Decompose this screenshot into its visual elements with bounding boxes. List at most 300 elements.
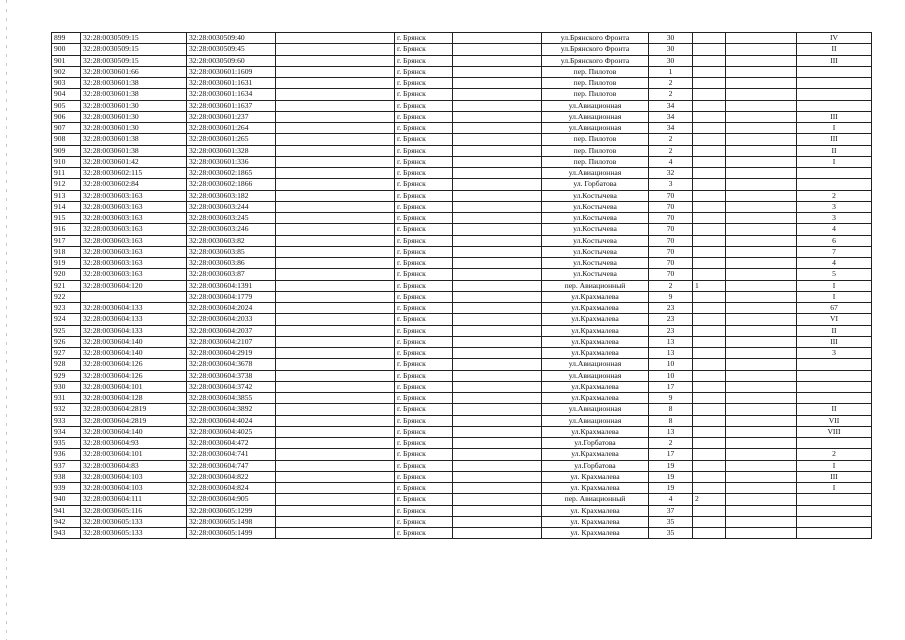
cell-building-number: 70 [649,201,693,212]
cell-street: пер. Авиационный [542,494,649,505]
cell-building-number: 8 [649,415,693,426]
cell-blank-column-a [276,426,395,437]
cell-blank-column-b [453,66,542,77]
cell-parent-cadastral-number: 32:28:0030604:128 [81,393,187,404]
cell-parent-cadastral-number: 32:28:0030601:30 [81,111,187,122]
cell-parent-cadastral-number: 32:28:0030604:140 [81,348,187,359]
cell-parent-cadastral-number: 32:28:0030604:2819 [81,415,187,426]
cell-unit-number [797,438,872,449]
table-row [52,449,872,460]
table-row [52,359,872,370]
cell-blank-column-c [726,449,797,460]
cell-street: ул.Авиационная [542,111,649,122]
cell-city: г. Брянск [395,213,453,224]
cell-blank-column-a [276,438,395,449]
cell-row-number: 942 [52,516,81,527]
cell-city: г. Брянск [395,516,453,527]
cell-street: пер. Пилотов [542,66,649,77]
cell-cadastral-number: 32:28:0030605:1499 [187,528,276,539]
cell-blank-column-a [276,235,395,246]
cell-city: г. Брянск [395,314,453,325]
cell-city: г. Брянск [395,235,453,246]
cell-unit-number [797,393,872,404]
cell-city: г. Брянск [395,348,453,359]
cell-building-number: 70 [649,224,693,235]
cell-blank-column-c [726,426,797,437]
cell-parent-cadastral-number: 32:28:0030604:133 [81,325,187,336]
cell-city: г. Брянск [395,404,453,415]
cell-blank-column-b [453,280,542,291]
cell-unit-number: III [797,471,872,482]
cell-parent-cadastral-number: 32:28:0030601:30 [81,123,187,134]
cell-cadastral-number: 32:28:0030604:472 [187,438,276,449]
cell-building-part [693,359,726,370]
cell-building-part [693,213,726,224]
cell-building-part [693,66,726,77]
cell-blank-column-a [276,528,395,539]
cell-row-number: 927 [52,348,81,359]
cell-cadastral-number: 32:28:0030603:87 [187,269,276,280]
cell-blank-column-c [726,516,797,527]
cell-parent-cadastral-number: 32:28:0030604:83 [81,460,187,471]
cell-cadastral-number: 32:28:0030604:747 [187,460,276,471]
cell-building-number: 30 [649,55,693,66]
cell-parent-cadastral-number: 32:28:0030605:133 [81,528,187,539]
cell-building-number: 30 [649,44,693,55]
table-row [52,190,872,201]
table-row [52,224,872,235]
cell-row-number: 902 [52,66,81,77]
cell-cadastral-number: 32:28:0030603:244 [187,201,276,212]
cell-blank-column-b [453,483,542,494]
cell-city: г. Брянск [395,33,453,44]
cell-blank-column-a [276,66,395,77]
cell-blank-column-c [726,111,797,122]
cell-street: ул.Крахмалева [542,348,649,359]
table-row [52,280,872,291]
cell-unit-number: I [797,123,872,134]
cell-blank-column-a [276,213,395,224]
cell-row-number: 941 [52,505,81,516]
cell-building-part [693,145,726,156]
cell-unit-number [797,100,872,111]
cell-city: г. Брянск [395,393,453,404]
cell-blank-column-b [453,336,542,347]
cell-city: г. Брянск [395,460,453,471]
cell-city: г. Брянск [395,145,453,156]
cell-cadastral-number: 32:28:0030603:182 [187,190,276,201]
cell-street: пер. Пилотов [542,134,649,145]
cell-street: ул. Крахмалева [542,471,649,482]
cell-street: ул.Авиационная [542,415,649,426]
cell-building-part [693,168,726,179]
cell-building-part [693,291,726,302]
cell-unit-number: II [797,145,872,156]
cell-city: г. Брянск [395,156,453,167]
table-row [52,370,872,381]
cell-parent-cadastral-number: 32:28:0030604:101 [81,449,187,460]
cell-cadastral-number: 32:28:0030509:60 [187,55,276,66]
cell-blank-column-c [726,359,797,370]
cell-blank-column-c [726,89,797,100]
table-row [52,33,872,44]
cell-row-number: 916 [52,224,81,235]
cell-city: г. Брянск [395,415,453,426]
cell-unit-number: II [797,404,872,415]
cell-blank-column-a [276,336,395,347]
cell-blank-column-b [453,89,542,100]
cell-blank-column-b [453,393,542,404]
cell-blank-column-c [726,179,797,190]
cell-building-number: 35 [649,516,693,527]
cell-row-number: 910 [52,156,81,167]
cell-parent-cadastral-number: 32:28:0030604:93 [81,438,187,449]
cell-building-part [693,471,726,482]
cell-cadastral-number: 32:28:0030604:3738 [187,370,276,381]
cell-blank-column-c [726,460,797,471]
cell-building-part [693,460,726,471]
cell-building-part [693,404,726,415]
cell-unit-number: VII [797,415,872,426]
cell-building-part [693,179,726,190]
cell-parent-cadastral-number: 32:28:0030604:133 [81,303,187,314]
cell-row-number: 921 [52,280,81,291]
cell-building-number: 70 [649,213,693,224]
cell-street: ул.Брянского Фронта [542,44,649,55]
cell-row-number: 914 [52,201,81,212]
cell-blank-column-c [726,370,797,381]
cell-row-number: 928 [52,359,81,370]
cell-cadastral-number: 32:28:0030601:1634 [187,89,276,100]
table-row [52,258,872,269]
cell-blank-column-b [453,528,542,539]
table-row [52,213,872,224]
cell-street: ул.Авиационная [542,359,649,370]
cell-unit-number: 4 [797,224,872,235]
cell-blank-column-a [276,415,395,426]
cell-blank-column-b [453,449,542,460]
cell-parent-cadastral-number: 32:28:0030509:15 [81,55,187,66]
cell-unit-number: III [797,55,872,66]
cell-parent-cadastral-number: 32:28:0030603:163 [81,269,187,280]
cell-unit-number: 4 [797,258,872,269]
cell-unit-number: 3 [797,213,872,224]
cell-street: ул.Брянского Фронта [542,33,649,44]
cell-building-part [693,134,726,145]
cell-unit-number [797,505,872,516]
cell-cadastral-number: 32:28:0030603:86 [187,258,276,269]
cell-unit-number: III [797,336,872,347]
cell-building-number: 8 [649,404,693,415]
cell-blank-column-b [453,314,542,325]
cell-cadastral-number: 32:28:0030604:4025 [187,426,276,437]
cell-building-part [693,111,726,122]
cell-street: ул.Горбатова [542,460,649,471]
cell-blank-column-a [276,55,395,66]
cell-unit-number: I [797,156,872,167]
cell-blank-column-a [276,303,395,314]
cell-building-part [693,55,726,66]
cell-blank-column-c [726,224,797,235]
cell-blank-column-a [276,44,395,55]
cell-street: ул.Крахмалева [542,426,649,437]
cell-cadastral-number: 32:28:0030509:40 [187,33,276,44]
cell-blank-column-a [276,291,395,302]
cell-building-part [693,438,726,449]
cell-parent-cadastral-number: 32:28:0030603:163 [81,213,187,224]
table-row [52,483,872,494]
cell-cadastral-number: 32:28:0030605:1299 [187,505,276,516]
cell-unit-number: I [797,280,872,291]
cell-row-number: 919 [52,258,81,269]
cell-building-part [693,505,726,516]
cell-building-number: 2 [649,78,693,89]
cell-cadastral-number: 32:28:0030601:1609 [187,66,276,77]
cell-blank-column-c [726,325,797,336]
cell-blank-column-a [276,89,395,100]
cell-city: г. Брянск [395,381,453,392]
cell-parent-cadastral-number: 32:28:0030509:15 [81,33,187,44]
cell-street: ул.Костычева [542,269,649,280]
cell-cadastral-number: 32:28:0030601:1637 [187,100,276,111]
cell-parent-cadastral-number: 32:28:0030604:133 [81,314,187,325]
table-row [52,381,872,392]
cell-row-number: 923 [52,303,81,314]
cell-row-number: 922 [52,291,81,302]
cell-street: пер. Пилотов [542,89,649,100]
cell-row-number: 917 [52,235,81,246]
cell-blank-column-b [453,156,542,167]
cell-building-part [693,393,726,404]
table-row [52,291,872,302]
cell-street: ул.Авиационная [542,100,649,111]
cell-unit-number: 7 [797,246,872,257]
cell-city: г. Брянск [395,325,453,336]
cell-building-number: 1 [649,66,693,77]
cell-blank-column-c [726,291,797,302]
table-row [52,393,872,404]
cell-building-number: 2 [649,89,693,100]
cell-city: г. Брянск [395,134,453,145]
cell-blank-column-b [453,145,542,156]
cell-building-part [693,516,726,527]
cell-blank-column-b [453,100,542,111]
cell-building-number: 30 [649,33,693,44]
cell-blank-column-b [453,471,542,482]
cell-building-part [693,100,726,111]
cell-unit-number: 3 [797,348,872,359]
cell-cadastral-number: 32:28:0030601:264 [187,123,276,134]
cell-blank-column-a [276,516,395,527]
cell-building-part [693,235,726,246]
cell-unit-number: IV [797,33,872,44]
cell-row-number: 936 [52,449,81,460]
cell-street: ул.Костычева [542,224,649,235]
cell-city: г. Брянск [395,336,453,347]
cell-parent-cadastral-number: 32:28:0030601:38 [81,89,187,100]
cell-building-number: 4 [649,156,693,167]
cell-blank-column-a [276,134,395,145]
cell-row-number: 937 [52,460,81,471]
cell-city: г. Брянск [395,438,453,449]
cell-cadastral-number: 32:28:0030603:85 [187,246,276,257]
cell-blank-column-b [453,505,542,516]
cell-blank-column-b [453,55,542,66]
cell-cadastral-number: 32:28:0030603:246 [187,224,276,235]
cell-row-number: 907 [52,123,81,134]
cell-unit-number: 5 [797,269,872,280]
cell-building-number: 2 [649,438,693,449]
cell-row-number: 925 [52,325,81,336]
cell-unit-number [797,168,872,179]
cell-blank-column-c [726,100,797,111]
cell-blank-column-a [276,449,395,460]
cell-blank-column-c [726,156,797,167]
cell-blank-column-b [453,213,542,224]
cell-blank-column-b [453,224,542,235]
cell-building-part [693,348,726,359]
cell-building-part [693,44,726,55]
cell-street: ул. Крахмалева [542,516,649,527]
cell-row-number: 903 [52,78,81,89]
cell-cadastral-number: 32:28:0030604:2107 [187,336,276,347]
cell-city: г. Брянск [395,303,453,314]
cell-parent-cadastral-number: 32:28:0030603:163 [81,246,187,257]
cell-street: пер. Пилотов [542,78,649,89]
cell-building-number: 19 [649,471,693,482]
cell-building-part [693,224,726,235]
cell-building-part [693,258,726,269]
cell-building-number: 13 [649,348,693,359]
cell-street: пер. Авиационный [542,280,649,291]
table-row [52,168,872,179]
cell-building-part [693,123,726,134]
cell-building-number: 34 [649,123,693,134]
cell-city: г. Брянск [395,66,453,77]
cell-blank-column-c [726,33,797,44]
cell-unit-number: III [797,134,872,145]
cell-city: г. Брянск [395,190,453,201]
cell-building-part [693,426,726,437]
cell-unit-number: 67 [797,303,872,314]
cell-parent-cadastral-number: 32:28:0030601:66 [81,66,187,77]
table-row [52,336,872,347]
cell-blank-column-a [276,505,395,516]
cell-blank-column-c [726,381,797,392]
cell-blank-column-b [453,370,542,381]
cell-blank-column-b [453,438,542,449]
cell-city: г. Брянск [395,100,453,111]
cell-blank-column-c [726,505,797,516]
cell-row-number: 940 [52,494,81,505]
cell-building-number: 13 [649,426,693,437]
cell-blank-column-c [726,134,797,145]
cell-building-number: 9 [649,393,693,404]
cell-parent-cadastral-number: 32:28:0030604:126 [81,359,187,370]
cell-building-number: 9 [649,291,693,302]
cell-blank-column-b [453,415,542,426]
cell-unit-number [797,381,872,392]
cell-building-number: 23 [649,314,693,325]
cell-city: г. Брянск [395,483,453,494]
cell-cadastral-number: 32:28:0030604:2037 [187,325,276,336]
cell-cadastral-number: 32:28:0030604:2919 [187,348,276,359]
cell-blank-column-a [276,494,395,505]
cell-cadastral-number: 32:28:0030601:328 [187,145,276,156]
cell-blank-column-b [453,494,542,505]
cell-row-number: 899 [52,33,81,44]
table-row [52,145,872,156]
cell-street: ул.Авиационная [542,168,649,179]
cell-blank-column-c [726,269,797,280]
cell-blank-column-b [453,426,542,437]
cell-row-number: 943 [52,528,81,539]
table-row [52,348,872,359]
table-row [52,325,872,336]
cell-blank-column-c [726,348,797,359]
cell-city: г. Брянск [395,528,453,539]
cell-parent-cadastral-number: 32:28:0030509:15 [81,44,187,55]
cell-blank-column-c [726,123,797,134]
cell-unit-number [797,66,872,77]
cell-unit-number [797,494,872,505]
cell-building-number: 32 [649,168,693,179]
cell-blank-column-c [726,201,797,212]
table-row [52,235,872,246]
cell-building-number: 10 [649,359,693,370]
cell-building-part [693,78,726,89]
cell-blank-column-b [453,201,542,212]
cell-building-part [693,201,726,212]
cell-blank-column-b [453,179,542,190]
cell-cadastral-number: 32:28:0030604:741 [187,449,276,460]
cell-parent-cadastral-number: 32:28:0030603:163 [81,224,187,235]
table-row [52,201,872,212]
cell-blank-column-c [726,190,797,201]
cell-row-number: 935 [52,438,81,449]
cell-cadastral-number: 32:28:0030604:1391 [187,280,276,291]
cell-cadastral-number: 32:28:0030602:1866 [187,179,276,190]
cell-blank-column-b [453,134,542,145]
cell-building-number: 70 [649,190,693,201]
cell-building-part [693,89,726,100]
cell-street: ул.Костычева [542,246,649,257]
cell-blank-column-c [726,438,797,449]
cell-parent-cadastral-number: 32:28:0030601:38 [81,145,187,156]
table-row [52,460,872,471]
cell-cadastral-number: 32:28:0030603:82 [187,235,276,246]
cell-street: пер. Пилотов [542,145,649,156]
table-row [52,505,872,516]
cell-blank-column-c [726,213,797,224]
cell-blank-column-c [726,404,797,415]
cell-blank-column-b [453,303,542,314]
cell-unit-number [797,179,872,190]
cell-street: ул. Горбатова [542,179,649,190]
cell-blank-column-c [726,528,797,539]
cell-unit-number [797,89,872,100]
cell-blank-column-b [453,78,542,89]
cell-parent-cadastral-number: 32:28:0030603:163 [81,201,187,212]
cell-city: г. Брянск [395,123,453,134]
table-row [52,426,872,437]
cell-blank-column-a [276,145,395,156]
cell-street: ул.Крахмалева [542,449,649,460]
cell-row-number: 915 [52,213,81,224]
cell-cadastral-number: 32:28:0030601:237 [187,111,276,122]
cell-blank-column-c [726,471,797,482]
cell-blank-column-c [726,303,797,314]
